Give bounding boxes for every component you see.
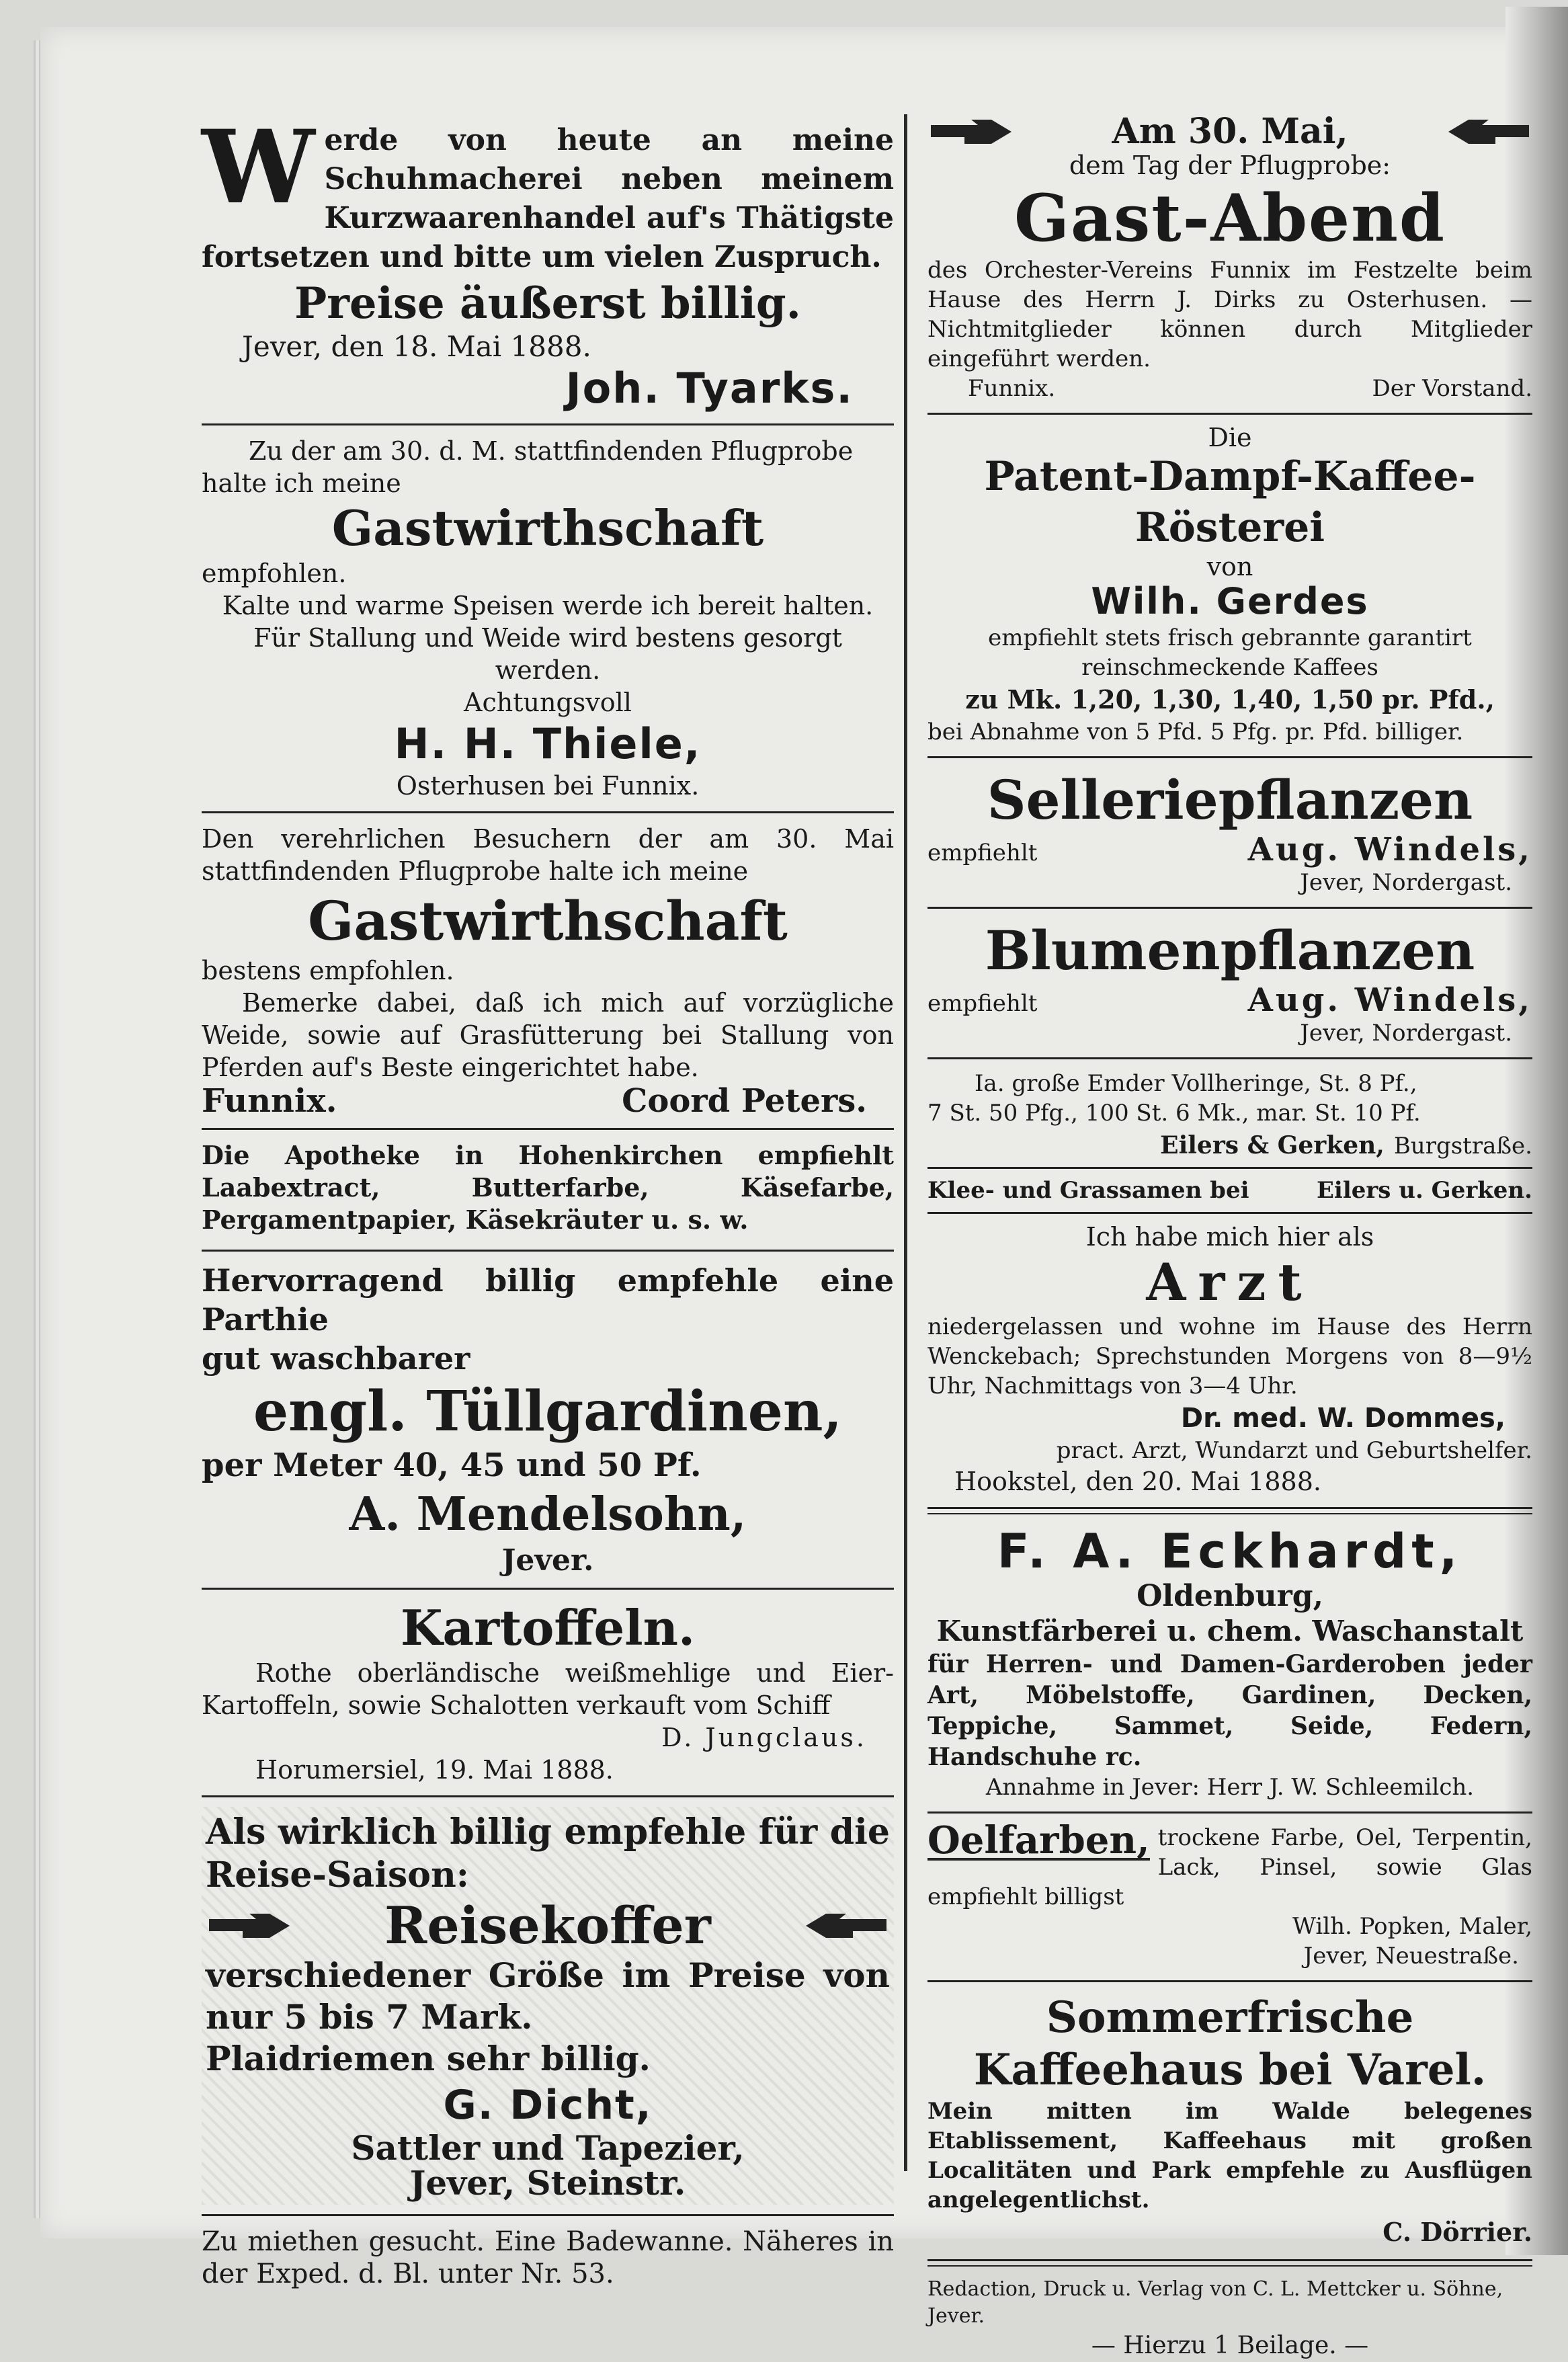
ad-line: Kunstfärberei u. chem. Waschanstalt bbox=[936, 1615, 1524, 1647]
ad-right: Eilers u. Gerken. bbox=[1317, 1177, 1532, 1204]
ad-signer: Eilers & Gerken, bbox=[1160, 1131, 1385, 1159]
ad-signer-row bbox=[927, 983, 1532, 1018]
ad-line: Annahme in Jever: Herr J. W. Schleemilch. bbox=[985, 1774, 1475, 1801]
ad-line: Die bbox=[1208, 423, 1252, 452]
ad-dicht bbox=[202, 1807, 894, 2205]
ad-role: pract. Arzt, Wundarzt und Geburtshelfer. bbox=[1056, 1437, 1532, 1464]
ad-title-row bbox=[206, 1897, 890, 1955]
ad-badewanne bbox=[202, 2226, 894, 2290]
ad-left: Klee- und Grassamen bei bbox=[927, 1177, 1249, 1204]
ad-title: Blumenpflanzen bbox=[985, 919, 1475, 982]
ad-place: Jever, Neuestraße. bbox=[1303, 1943, 1519, 1969]
ad-footer-row bbox=[927, 374, 1532, 403]
pointing-hand-left-icon bbox=[1445, 115, 1532, 149]
divider bbox=[927, 1980, 1532, 1982]
ad-title: Gastwirthschaft bbox=[331, 499, 764, 557]
ad-signer: Wilh. Popken, Maler, bbox=[1292, 1913, 1532, 1940]
ad-place: Funnix. bbox=[968, 375, 1056, 402]
ad-line: Bemerke dabei, daß ich mich auf vorzügliche Weide, sowie auf Grasfütterung bei Stallung von Pferden auf's Beste eingerichtet habe. bbox=[202, 988, 894, 1082]
ad-signer: Aug. Windels, bbox=[1247, 831, 1532, 868]
ad-line: Ia. große Emder Vollheringe, St. 8 Pf., bbox=[975, 1070, 1417, 1097]
ad-text: trockene Farbe, Oel, Terpentin, Lack, Pinsel, sowie Glas empfiehlt billigst bbox=[927, 1824, 1532, 1910]
divider bbox=[202, 1795, 894, 1797]
ad-trade: Sattler und Tapezier, bbox=[351, 2128, 745, 2168]
ad-signer: Joh. Tyarks. bbox=[565, 364, 854, 413]
ad-title: Oelfarben, bbox=[927, 1818, 1150, 1863]
ad-line: halte ich meine bbox=[202, 469, 401, 498]
ad-heringe bbox=[927, 1069, 1532, 1163]
ad-signer: H. H. Thiele, bbox=[394, 719, 702, 768]
ad-signer: Dr. med. W. Dommes, bbox=[1180, 1403, 1505, 1434]
ad-title: Reisekoffer bbox=[384, 1896, 711, 1955]
ad-name: Wilh. Gerdes bbox=[1091, 580, 1369, 622]
ad-signer: Coord Peters. bbox=[622, 1082, 867, 1120]
ad-peters bbox=[202, 823, 894, 1118]
ad-klee bbox=[927, 1173, 1532, 1208]
ad-left: empfiehlt bbox=[927, 990, 1038, 1017]
ad-place: Jever, Nordergast. bbox=[1300, 869, 1512, 896]
ad-mendelsohn bbox=[202, 1261, 894, 1578]
divider bbox=[202, 1588, 894, 1590]
imprint-note: — Hierzu 1 Beilage. — bbox=[1091, 2332, 1369, 2359]
divider bbox=[927, 756, 1532, 758]
divider bbox=[927, 1811, 1532, 1814]
ad-place: Funnix. bbox=[202, 1082, 337, 1120]
ad-kaffeehaus bbox=[927, 1992, 1532, 2250]
ad-text: niedergelassen und wohne im Hause des Herrn Wenckebach; Sprechstunden Morgens von 8—9½ Uhr, Nachmittags von 3—4 Uhr. bbox=[927, 1313, 1532, 1399]
ad-line: Achtungsvoll bbox=[464, 688, 632, 717]
pointing-hand-left-icon bbox=[802, 1909, 890, 1943]
ad-signer: Der Vorstand. bbox=[1372, 375, 1532, 402]
ad-title: engl. Tüllgardinen, bbox=[253, 1379, 843, 1444]
ad-blumen bbox=[927, 918, 1532, 1048]
ad-line: bei Abnahme von 5 Pfd. 5 Pfg. pr. Pfd. billiger. bbox=[927, 719, 1464, 745]
ad-left: empfiehlt bbox=[927, 840, 1038, 866]
ad-tyarks bbox=[202, 108, 894, 414]
ad-signer-row bbox=[927, 832, 1532, 868]
ad-subtitle: dem Tag der Pflugprobe: bbox=[1069, 151, 1391, 180]
ad-text: des Orchester-Vereins Funnix im Festzelte beim Hause des Herrn J. Dirks zu Osterhusen. — Nichtmitglieder können durch Mitglieder eingeführt werden. bbox=[927, 257, 1532, 372]
divider bbox=[202, 1250, 894, 1252]
ad-text: Zu miethen gesucht. Eine Badewanne. Näheres in der Exped. d. Bl. unter Nr. 53. bbox=[202, 2226, 894, 2289]
ad-title: Kaffeehaus bei Varel. bbox=[973, 2045, 1487, 2095]
column-divider bbox=[904, 114, 907, 2171]
ad-line: für Herren- und Damen-Garderoben jeder Art, Möbelstoffe, Gardinen, Decken, Teppiche, Sammet, Seide, Federn, Handschuhe rc. bbox=[927, 1650, 1532, 1771]
ad-date: Hookstel, den 20. Mai 1888. bbox=[954, 1467, 1321, 1496]
ad-line: gut waschbarer bbox=[202, 1340, 470, 1377]
ad-text: Mein mitten im Walde belegenes Etablissement, Kaffeehaus mit großen Localitäten und Park empfehle zu Ausflügen angelegentlichst. bbox=[927, 2098, 1532, 2213]
ad-title: Gast-Abend bbox=[1014, 180, 1446, 256]
ad-line: Kalte und warme Speisen werde ich bereit halten. bbox=[222, 591, 874, 620]
ad-line: per Meter 40, 45 und 50 Pf. bbox=[202, 1447, 702, 1484]
imprint-line: Redaction, Druck u. Verlag von C. L. Mettcker u. Söhne, Jever. bbox=[927, 2277, 1503, 2328]
right-column bbox=[927, 111, 1532, 2362]
ad-signer: G. Dicht, bbox=[443, 2082, 653, 2129]
ad-signer: D. Jungclaus. bbox=[661, 1723, 867, 1752]
divider bbox=[927, 1057, 1532, 1059]
divider bbox=[927, 413, 1532, 415]
ad-date: Jever, den 18. Mai 1888. bbox=[242, 330, 591, 363]
ad-title: Sommerfrische bbox=[1046, 1992, 1414, 2043]
ad-place: Osterhusen bei Funnix. bbox=[396, 771, 700, 801]
drop-cap: W bbox=[202, 108, 315, 227]
ad-date: Am 30. Mai, bbox=[1112, 111, 1348, 152]
ad-line: empfiehlt stets frisch gebrannte garantirt reinschmeckende Kaffees bbox=[988, 624, 1472, 681]
ad-title: Gastwirthschaft bbox=[308, 889, 788, 952]
imprint bbox=[927, 2276, 1532, 2362]
divider bbox=[927, 2259, 1532, 2267]
ad-jungclaus bbox=[202, 1599, 894, 1786]
ad-footer-row bbox=[202, 1084, 894, 1118]
divider bbox=[202, 423, 894, 425]
ad-text: Die Apotheke in Hohenkirchen empfiehlt Laabextract, Butterfarbe, Käsefarbe, Pergamentpapier, Käsekräuter u. s. w. bbox=[202, 1140, 894, 1235]
ad-eckhardt bbox=[927, 1524, 1532, 1802]
left-column bbox=[202, 108, 894, 2290]
ad-line: bestens empfohlen. bbox=[202, 956, 454, 985]
divider bbox=[927, 1212, 1532, 1214]
ad-line: Als wirklich billig empfehle für die Reise-Saison: bbox=[206, 1811, 890, 1896]
ad-signer: Aug. Windels, bbox=[1247, 981, 1532, 1019]
pointing-hand-right-icon bbox=[206, 1909, 293, 1943]
ad-place: Jever, Steinstr. bbox=[409, 2163, 686, 2203]
ad-place: Jever. bbox=[501, 1543, 594, 1578]
ad-thiele bbox=[202, 435, 894, 802]
ad-date-row bbox=[927, 111, 1532, 152]
ad-popken bbox=[927, 1818, 1532, 1971]
ad-title: Arzt bbox=[1146, 1252, 1314, 1312]
ad-title: Kartoffeln. bbox=[400, 1599, 696, 1656]
ad-line: Für Stallung und Weide wird bestens gesorgt werden. bbox=[253, 623, 842, 685]
ad-line: Ich habe mich hier als bbox=[1085, 1222, 1374, 1252]
ad-signer: A. Mendelsohn, bbox=[349, 1488, 747, 1541]
ad-place: Jever, Nordergast. bbox=[1300, 1020, 1512, 1047]
divider bbox=[927, 1507, 1532, 1514]
divider bbox=[927, 907, 1532, 909]
ad-street: Burgstraße. bbox=[1393, 1133, 1532, 1159]
ad-sellerie bbox=[927, 768, 1532, 897]
ad-title: Selleriepflanzen bbox=[987, 768, 1473, 831]
ad-city: Oldenburg, bbox=[1137, 1579, 1323, 1613]
ad-signer-row bbox=[927, 1128, 1532, 1163]
ad-gerdes bbox=[927, 424, 1532, 747]
ad-name: F. A. Eckhardt, bbox=[997, 1524, 1463, 1579]
ad-line: von bbox=[1206, 552, 1253, 581]
ad-line: Plaidriemen sehr billig. bbox=[206, 2039, 651, 2078]
pointing-hand-right-icon bbox=[927, 115, 1015, 149]
ad-line: empfohlen. bbox=[202, 559, 347, 588]
ad-line: Hervorragend billig empfehle eine Parthie bbox=[202, 1262, 894, 1338]
ad-gast-abend bbox=[927, 111, 1532, 403]
ad-title: Patent-Dampf-Kaffee-Rösterei bbox=[984, 453, 1476, 551]
divider bbox=[927, 1167, 1532, 1169]
ad-date: Horumersiel, 19. Mai 1888. bbox=[255, 1755, 614, 1785]
divider bbox=[202, 811, 894, 813]
ad-prices: zu Mk. 1,20, 1,30, 1,40, 1,50 pr. Pfd., bbox=[965, 684, 1495, 715]
ad-headline: Preise äußerst billig. bbox=[294, 278, 801, 329]
ad-line: 7 St. 50 Pfg., 100 St. 6 Mk., mar. St. 10 Pf. bbox=[927, 1100, 1421, 1127]
ad-apotheke bbox=[202, 1139, 894, 1236]
ad-line: verschiedener Größe im Preise von nur 5 bis 7 Mark. bbox=[206, 1955, 890, 2037]
ad-signer: C. Dörrier. bbox=[1383, 2217, 1532, 2247]
divider bbox=[202, 2214, 894, 2216]
ad-line: Zu der am 30. d. M. stattfindenden Pflugprobe bbox=[249, 436, 854, 466]
ad-text: erde von heute an meine Schuhmacherei neben meinem Kurzwaarenhandel auf's Thätigste fortsetzen und bitte um vielen Zuspruch. bbox=[202, 123, 894, 274]
divider bbox=[202, 1128, 894, 1130]
ad-text: Rothe oberländische weißmehlige und Eier-Kartoffeln, sowie Schalotten verkauft vom Schiff bbox=[202, 1658, 894, 1720]
ad-arzt bbox=[927, 1221, 1532, 1498]
ad-line: Den verehrlichen Besuchern der am 30. Mai stattfindenden Pflugprobe halte ich meine bbox=[202, 824, 894, 886]
